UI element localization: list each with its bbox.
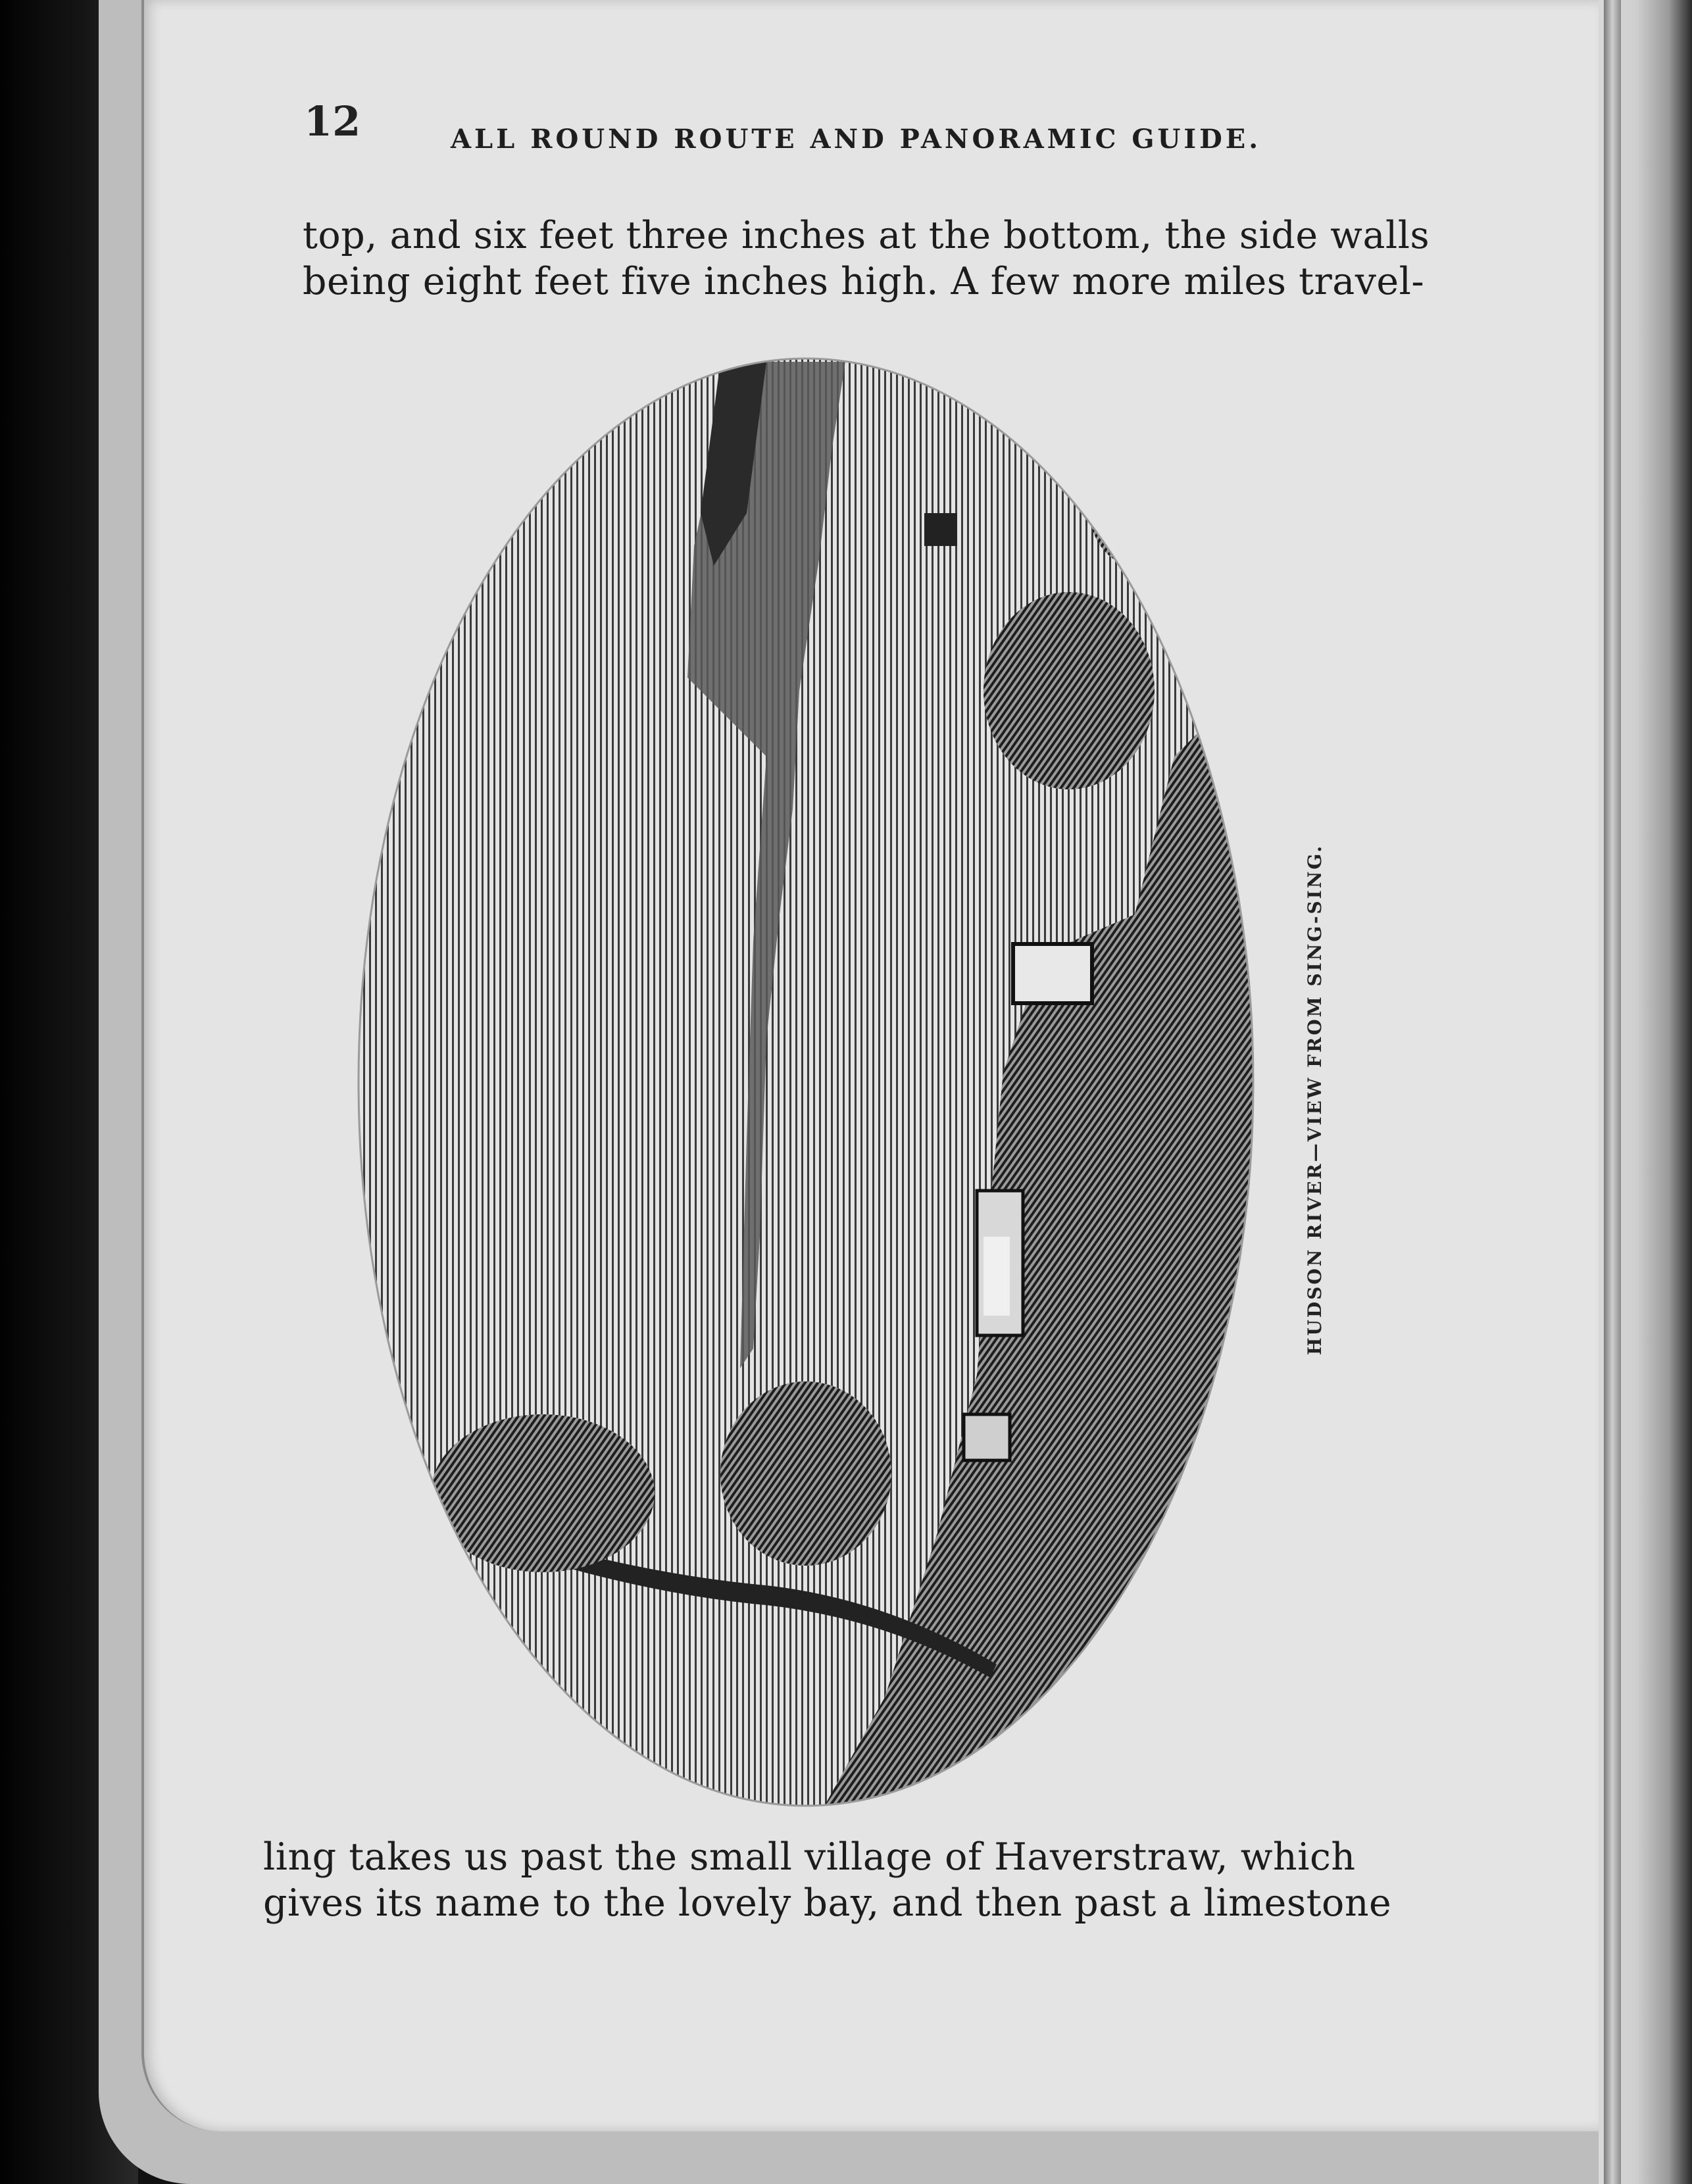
engraving-illustration [345, 349, 1266, 1816]
body-text-line: being eight feet five inches high. A few more miles travel- [303, 260, 1425, 303]
page-gutter [1604, 0, 1621, 2184]
figure-caption: HUDSON RIVER—VIEW FROM SING-SING. [1304, 844, 1326, 1355]
page-number: 12 [304, 97, 361, 145]
body-text-line: top, and six feet three inches at the bottom, the side walls [303, 214, 1430, 257]
running-head: ALL ROUND ROUTE AND PANORAMIC GUIDE. [451, 124, 1262, 155]
body-text-line: ling takes us past the small village of Haverstraw, which [263, 1835, 1356, 1879]
body-text-line: gives its name to the lovely bay, and then past a limestone [263, 1881, 1392, 1925]
